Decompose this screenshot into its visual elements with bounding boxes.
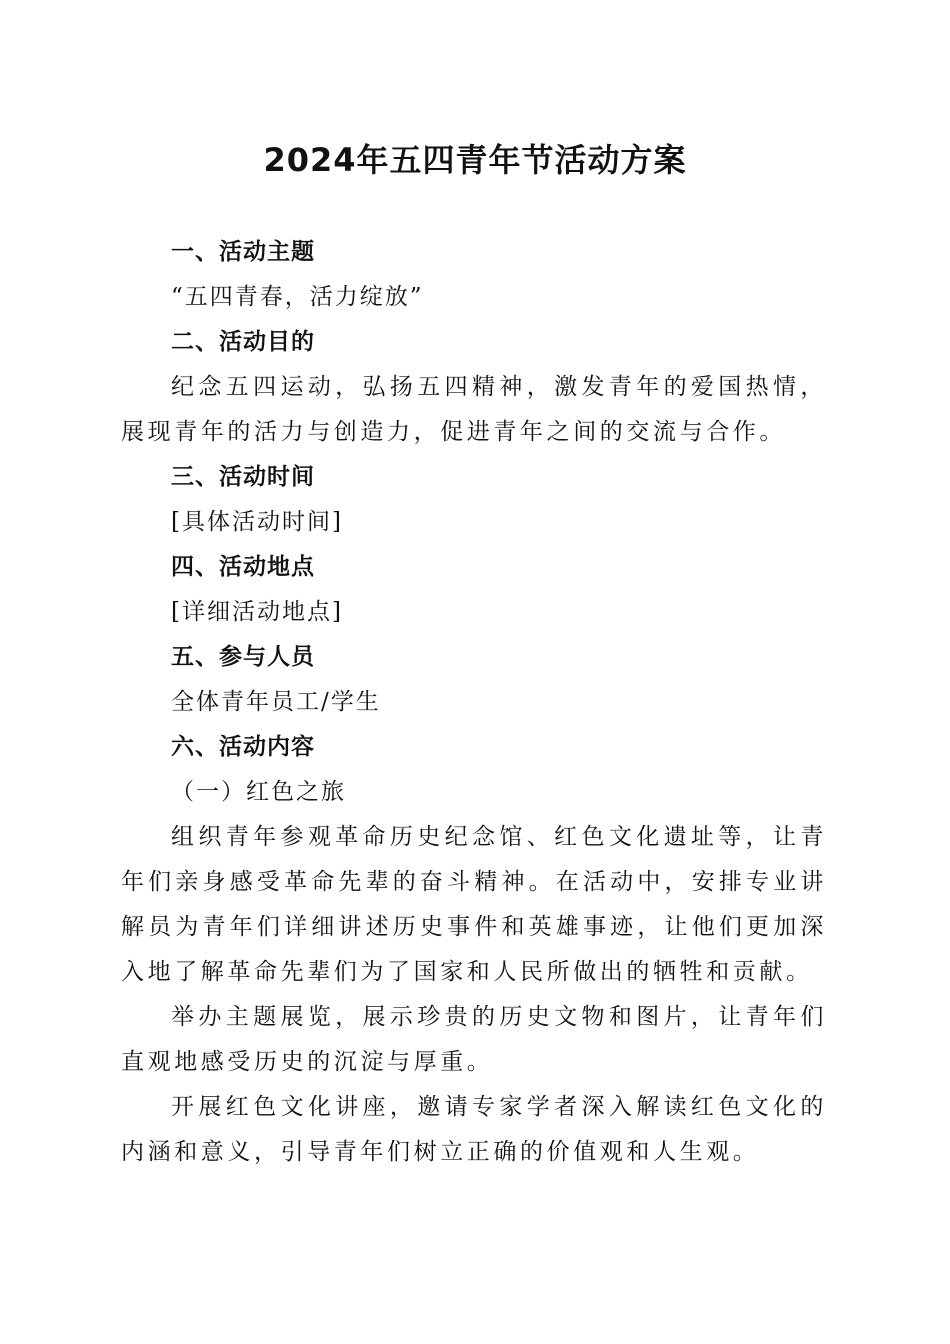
section-theme xyxy=(121,230,827,320)
section-paragraph: 开展红色文化讲座，邀请专家学者深入解读红色文化的内涵和意义，引导青年们树立正确的价值观和人生观。 xyxy=(121,1094,827,1165)
section-paragraph: [详细活动地点] xyxy=(171,599,343,625)
section-time xyxy=(121,455,827,545)
section-heading: 二、活动目的 xyxy=(171,329,315,355)
section-paragraph: “五四青春，活力绽放” xyxy=(171,284,424,310)
section-content xyxy=(121,725,827,1175)
section-heading: 一、活动主题 xyxy=(171,239,315,265)
section-heading: 四、活动地点 xyxy=(171,554,315,580)
section-paragraph: 全体青年员工/学生 xyxy=(171,689,381,715)
section-paragraph: [具体活动时间] xyxy=(171,509,343,535)
section-heading: 六、活动内容 xyxy=(171,734,315,760)
section-heading: 五、参与人员 xyxy=(171,644,315,670)
section-paragraph: 举办主题展览，展示珍贵的历史文物和图片，让青年们直观地感受历史的沉淀与厚重。 xyxy=(121,1004,827,1075)
section-participants xyxy=(121,635,827,725)
document-body xyxy=(121,230,827,1175)
section-location xyxy=(121,545,827,635)
section-paragraph: 组织青年参观革命历史纪念馆、红色文化遗址等，让青年们亲身感受革命先辈的奋斗精神。在活动中，安排专业讲解员为青年们详细讲述历史事件和英雄事迹，让他们更加深入地了解革命先辈们为了国家和人民所做出的牺牲和贡献。 xyxy=(121,824,827,985)
section-heading: 三、活动时间 xyxy=(171,464,315,490)
section-paragraph: 纪念五四运动，弘扬五四精神，激发青年的爱国热情，展现青年的活力与创造力，促进青年之间的交流与合作。 xyxy=(121,374,827,445)
section-subheading: （一）红色之旅 xyxy=(171,779,346,805)
document-title: 2024年五四青年节活动方案 xyxy=(263,141,687,179)
section-purpose xyxy=(121,320,827,455)
